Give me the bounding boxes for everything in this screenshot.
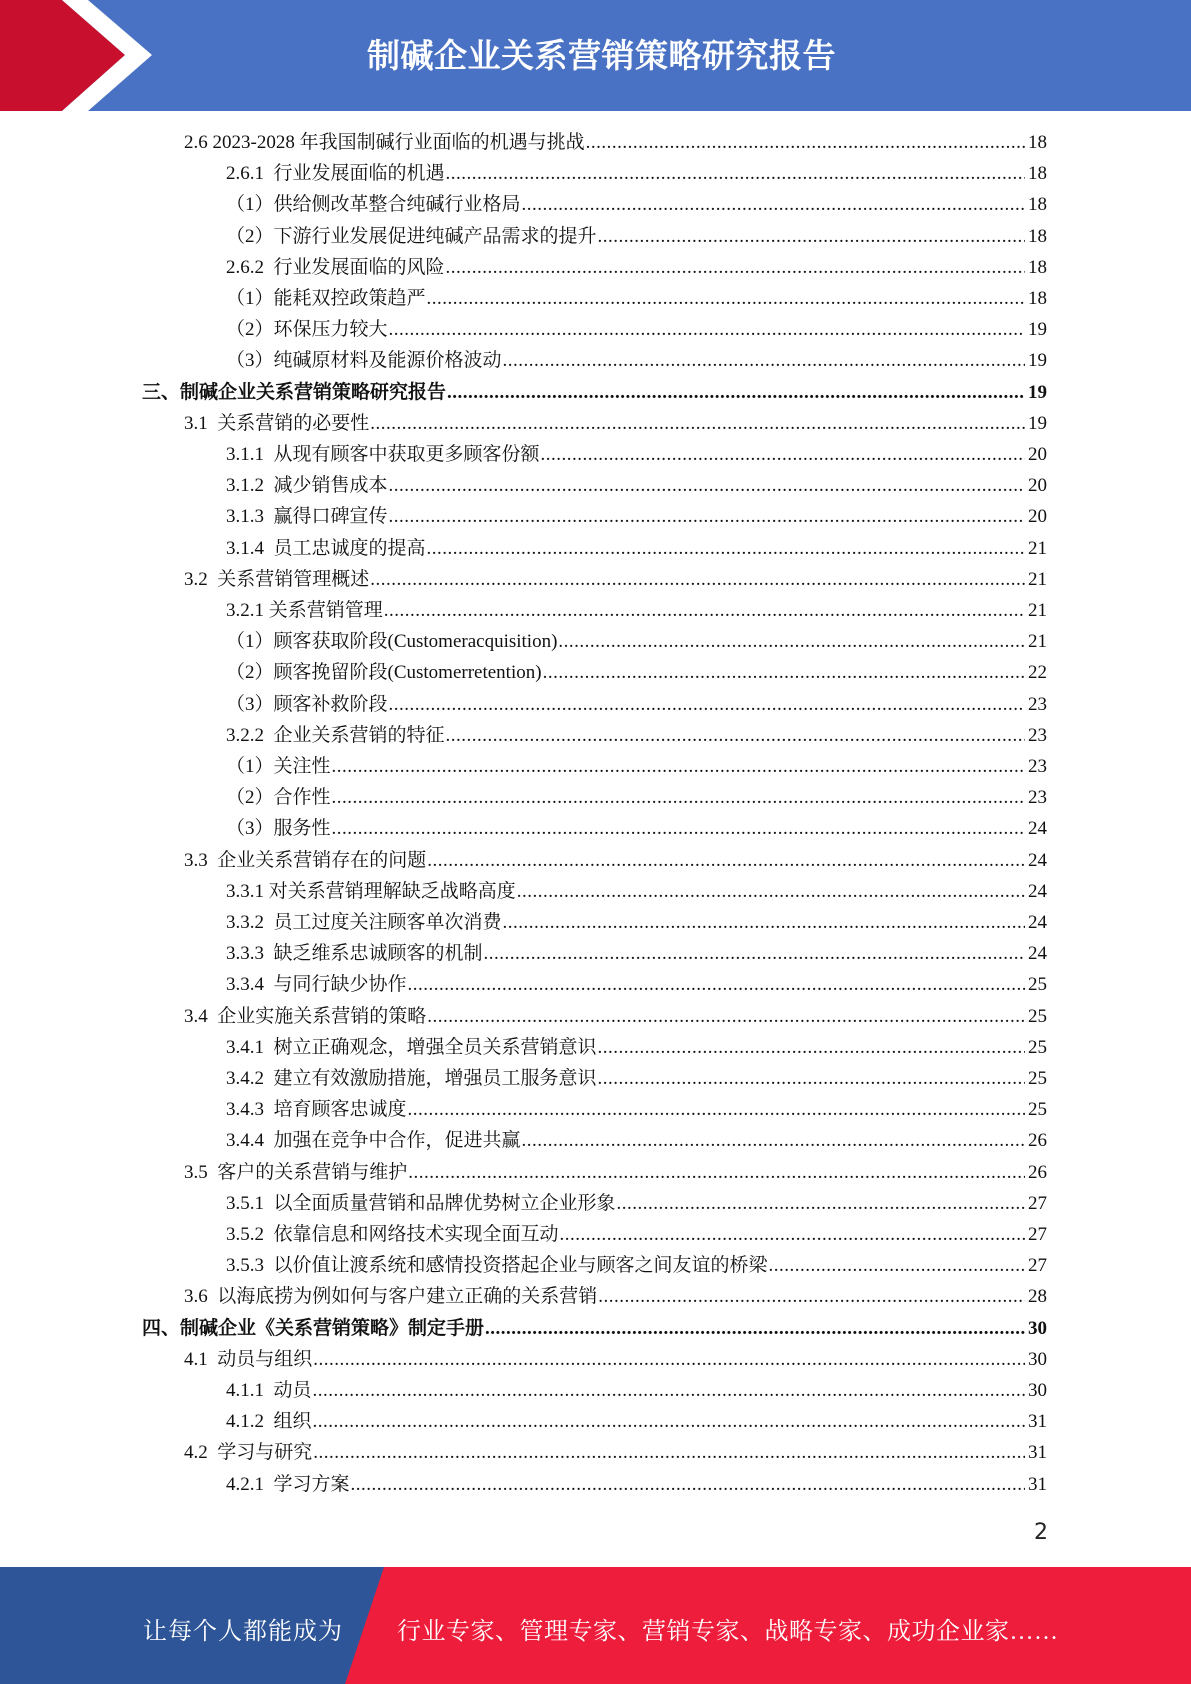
toc-entry[interactable] [226,1188,1047,1219]
toc-entry-title: 3.4.3 培育顾客忠诚度 [226,1099,407,1120]
toc-dot-leader [370,408,1025,439]
toc-entry-page: 19 [1028,382,1047,403]
toc-entry[interactable] [226,751,1047,782]
toc-dot-leader [543,657,1025,688]
toc-dot-leader [598,1063,1025,1094]
toc-entry-page: 25 [1028,1006,1047,1027]
toc-entry-title: （1）能耗双控政策趋严 [226,288,426,309]
toc-dot-leader [586,127,1025,158]
toc-dot-leader [503,345,1025,376]
toc-entry-title: 2.6 2023-2028 年我国制碱行业面临的机遇与挑战 [184,132,585,153]
toc-entry[interactable] [226,189,1047,220]
toc-dot-leader [389,689,1025,720]
toc-entry-title: 4.1.2 组织 [226,1411,312,1432]
toc-entry[interactable] [226,938,1047,969]
toc-entry[interactable] [226,720,1047,751]
toc-dot-leader [427,283,1025,314]
toc-entry-title: 3.3 企业关系营销存在的问题 [184,850,427,871]
toc-entry-page: 23 [1028,725,1047,746]
toc-entry[interactable] [184,408,1047,439]
toc-entry-page: 21 [1028,569,1047,590]
toc-dot-leader [332,813,1025,844]
toc-entry-title: 3.3.2 员工过度关注顾客单次消费 [226,912,502,933]
toc-entry[interactable] [226,470,1047,501]
toc-entry-title: 4.2 学习与研究 [184,1442,313,1463]
toc-entry-page: 24 [1028,818,1047,839]
toc-entry-page: 28 [1028,1286,1047,1307]
toc-entry[interactable] [226,876,1047,907]
toc-entry-title: （2）合作性 [226,787,331,808]
toc-entry-title: （1）供给侧改革整合纯碱行业格局 [226,194,521,215]
toc-entry-title: 3.1.1 从现有顾客中获取更多顾客份额 [226,444,540,465]
toc-entry-page: 30 [1028,1349,1047,1370]
toc-entry-page: 27 [1028,1224,1047,1245]
toc-entry[interactable] [226,969,1047,1000]
toc-dot-leader [389,501,1025,532]
toc-dot-leader [446,252,1025,283]
toc-entry-page: 24 [1028,850,1047,871]
toc-entry-page: 18 [1028,226,1047,247]
toc-entry-page: 22 [1028,662,1047,683]
toc-dot-leader [427,845,1025,876]
toc-entry-title: （1）关注性 [226,756,331,777]
toc-entry-title: 3.2.1 关系营销管理 [226,600,383,621]
toc-entry-page: 18 [1028,132,1047,153]
toc-entry-page: 21 [1028,538,1047,559]
footer-slogan-left: 让每个人都能成为 [143,1619,343,1645]
toc-entry-page: 30 [1028,1380,1047,1401]
toc-dot-leader [427,533,1025,564]
toc-entry-page: 25 [1028,1068,1047,1089]
toc-entry-page: 23 [1028,756,1047,777]
toc-entry-title: 3.4.4 加强在竞争中合作，促进共赢 [226,1130,521,1151]
toc-entry[interactable] [226,1094,1047,1125]
toc-dot-leader [517,876,1025,907]
page-header [0,0,1191,111]
toc-entry-title: 2.6.2 行业发展面临的风险 [226,257,445,278]
toc-entry-page: 26 [1028,1130,1047,1151]
toc-entry-title: 3.1.4 员工忠诚度的提高 [226,538,426,559]
toc-entry[interactable] [226,1063,1047,1094]
toc-entry-page: 19 [1028,350,1047,371]
toc-entry-page: 18 [1028,194,1047,215]
toc-entry-title: 3.1.3 赢得口碑宣传 [226,506,388,527]
toc-entry-page: 25 [1028,1037,1047,1058]
toc-entry-title: 四、制碱企业《关系营销策略》制定手册 [142,1318,485,1339]
toc-entry-page: 23 [1028,694,1047,715]
toc-entry[interactable] [226,1375,1047,1406]
toc-dot-leader [598,1281,1025,1312]
toc-dot-leader [389,470,1025,501]
toc-entry-title: 3.6 以海底捞为例如何与客户建立正确的关系营销 [184,1286,598,1307]
toc-entry[interactable] [184,1344,1047,1375]
toc-dot-leader [446,720,1025,751]
toc-entry-page: 18 [1028,257,1047,278]
toc-dot-leader [384,595,1025,626]
toc-dot-leader [408,1157,1025,1188]
toc-entry-title: 3.2.2 企业关系营销的特征 [226,725,445,746]
toc-entry-page: 27 [1028,1255,1047,1276]
toc-dot-leader [522,1125,1025,1156]
toc-entry[interactable] [226,657,1047,688]
toc-entry[interactable] [184,845,1047,876]
toc-entry-page: 21 [1028,600,1047,621]
toc-entry-page: 31 [1028,1474,1047,1495]
toc-entry[interactable] [184,1281,1047,1312]
toc-entry-page: 20 [1028,444,1047,465]
toc-dot-leader [313,1406,1025,1437]
toc-entry-page: 23 [1028,787,1047,808]
toc-entry-title: 4.2.1 学习方案 [226,1474,350,1495]
toc-dot-leader [560,1219,1025,1250]
toc-entry-page: 19 [1028,319,1047,340]
toc-entry-page: 19 [1028,413,1047,434]
toc-entry-page: 26 [1028,1162,1047,1183]
toc-entry-page: 24 [1028,881,1047,902]
toc-dot-leader [769,1250,1025,1281]
toc-entry[interactable] [226,314,1047,345]
toc-entry-page: 18 [1028,163,1047,184]
toc-entry-page: 18 [1028,288,1047,309]
footer-slogan-right: 行业专家、管理专家、营销专家、战略专家、成功企业家…… [397,1619,1059,1645]
toc-entry-title: （2）下游行业发展促进纯碱产品需求的提升 [226,226,597,247]
toc-entry[interactable] [226,1125,1047,1156]
toc-entry[interactable] [226,595,1047,626]
toc-dot-leader [313,1437,1025,1468]
toc-entry[interactable] [226,689,1047,720]
toc-dot-leader [408,1094,1025,1125]
toc-entry-title: 3.4 企业实施关系营销的策略 [184,1006,427,1027]
toc-entry[interactable] [226,782,1047,813]
toc-entry[interactable] [226,626,1047,657]
toc-entry-page: 31 [1028,1411,1047,1432]
toc-entry[interactable] [142,377,1047,408]
toc-entry-title: 4.1 动员与组织 [184,1349,313,1370]
toc-dot-leader [332,782,1025,813]
toc-entry-title: 3.5.1 以全面质量营销和品牌优势树立企业形象 [226,1193,616,1214]
toc-entry-title: 3.3.3 缺乏维系忠诚顾客的机制 [226,943,483,964]
toc-entry[interactable] [226,1032,1047,1063]
toc-entry-title: 3.3.4 与同行缺少协作 [226,974,407,995]
toc-entry-title: 3.4.1 树立正确观念，增强全员关系营销意识 [226,1037,597,1058]
toc-dot-leader [484,938,1025,969]
toc-dot-leader [503,907,1025,938]
toc-entry[interactable] [226,439,1047,470]
document-title: 制碱企业关系营销策略研究报告 [367,36,836,75]
toc-entry-page: 24 [1028,943,1047,964]
toc-dot-leader [541,439,1025,470]
toc-entry-title: （2）顾客挽留阶段(Customerretention) [226,662,542,683]
toc-entry-title: 3.3.1 对关系营销理解缺乏战略高度 [226,881,516,902]
toc-entry-title: 3.5 客户的关系营销与维护 [184,1162,408,1183]
toc-entry-page: 20 [1028,506,1047,527]
toc-entry[interactable] [226,813,1047,844]
toc-entry-title: （3）服务性 [226,818,331,839]
toc-entry[interactable] [226,501,1047,532]
toc-dot-leader [617,1188,1025,1219]
toc-entry-title: 4.1.1 动员 [226,1380,312,1401]
toc-dot-leader [408,969,1025,1000]
toc-entry[interactable] [226,1406,1047,1437]
toc-entry[interactable] [184,1437,1047,1468]
toc-dot-leader [370,564,1025,595]
toc-dot-leader [447,377,1025,408]
toc-entry-page: 27 [1028,1193,1047,1214]
toc-dot-leader [427,1001,1025,1032]
toc-dot-leader [389,314,1025,345]
toc-entry[interactable] [226,158,1047,189]
toc-entry-title: （2）环保压力较大 [226,319,388,340]
toc-entry[interactable] [226,345,1047,376]
toc-entry[interactable] [142,1313,1047,1344]
toc-entry-title: （3）顾客补救阶段 [226,694,388,715]
toc-dot-leader [522,189,1025,220]
toc-entry-page: 20 [1028,475,1047,496]
toc-entry-page: 24 [1028,912,1047,933]
toc-dot-leader [598,1032,1025,1063]
toc-entry-page: 21 [1028,631,1047,652]
toc-entry[interactable] [226,221,1047,252]
toc-dot-leader [485,1313,1025,1344]
toc-dot-leader [351,1469,1025,1500]
toc-entry-page: 31 [1028,1442,1047,1463]
toc-entry-title: （1）顾客获取阶段(Customeracquisition) [226,631,558,652]
toc-entry[interactable] [226,907,1047,938]
toc-entry-title: 2.6.1 行业发展面临的机遇 [226,163,445,184]
toc-entry[interactable] [226,533,1047,564]
toc-dot-leader [313,1375,1025,1406]
toc-entry-page: 25 [1028,974,1047,995]
toc-entry[interactable] [226,1250,1047,1281]
toc-entry-title: 3.5.2 依靠信息和网络技术实现全面互动 [226,1224,559,1245]
toc-dot-leader [598,221,1025,252]
page-footer [0,1567,1191,1684]
toc-entry-title: 3.5.3 以价值让渡系统和感情投资搭起企业与顾客之间友谊的桥梁 [226,1255,768,1276]
toc-entry-title: 三、制碱企业关系营销策略研究报告 [142,382,447,403]
toc-entry[interactable] [184,1001,1047,1032]
toc-entry[interactable] [184,1157,1047,1188]
toc-dot-leader [558,626,1025,657]
toc-entry-page: 25 [1028,1099,1047,1120]
page-number: 2 [1034,1520,1048,1545]
toc-entry[interactable] [226,252,1047,283]
toc-entry-page: 30 [1028,1318,1047,1339]
toc-dot-leader [446,158,1025,189]
toc-entry-title: 3.1.2 减少销售成本 [226,475,388,496]
toc-entry[interactable] [226,1219,1047,1250]
toc-dot-leader [332,751,1025,782]
toc-entry-title: （3）纯碱原材料及能源价格波动 [226,350,502,371]
toc-entry-title: 3.4.2 建立有效激励措施，增强员工服务意识 [226,1068,597,1089]
toc-entry-title: 3.2 关系营销管理概述 [184,569,370,590]
toc-entry[interactable] [226,1469,1047,1500]
toc-entry-title: 3.1 关系营销的必要性 [184,413,370,434]
toc-dot-leader [313,1344,1025,1375]
toc-entry[interactable] [184,564,1047,595]
toc-entry[interactable] [226,283,1047,314]
toc-entry[interactable] [184,127,1047,158]
